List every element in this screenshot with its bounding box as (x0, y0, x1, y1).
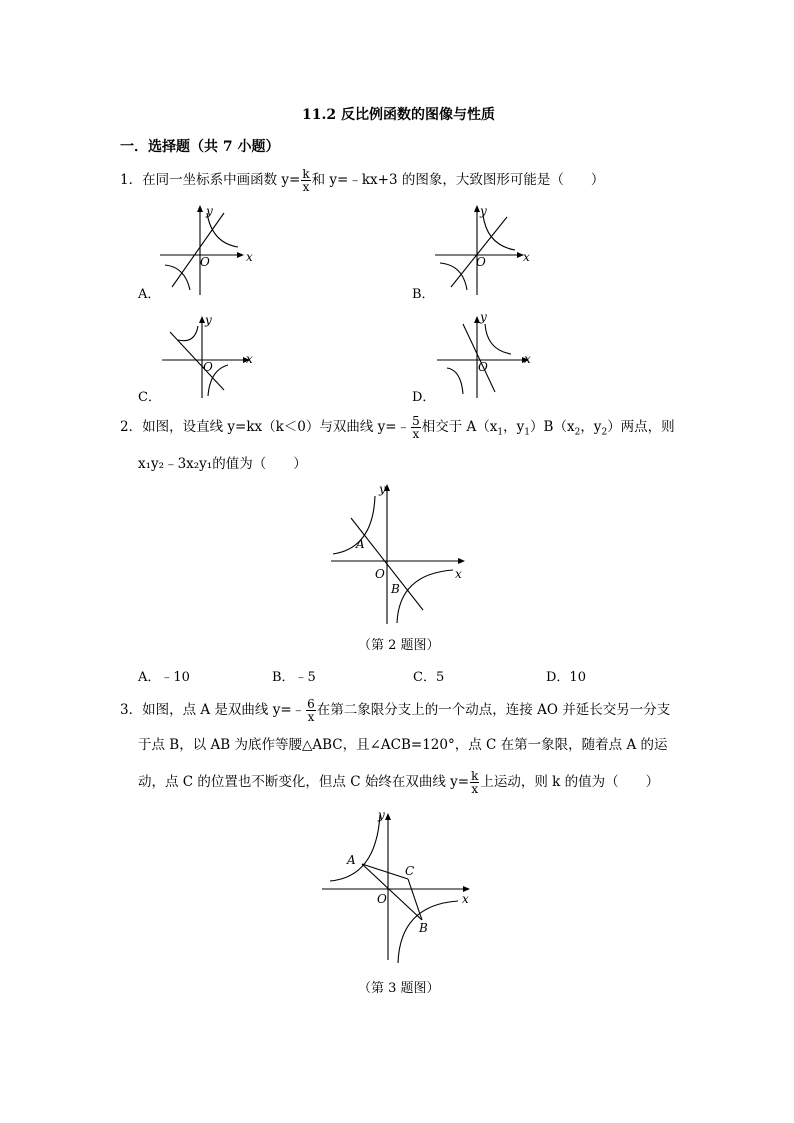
question-3-stem-line1 (120, 698, 670, 723)
q2-frac-den: x (412, 427, 420, 441)
question-1-stem (120, 168, 604, 193)
q1c-origin-label: O (203, 360, 213, 374)
q1a-x-label: x (246, 250, 253, 264)
q3-point-a-label: A (347, 853, 356, 867)
q3-caption: （第 3 题图） (358, 981, 440, 996)
q1d-origin-label: O (478, 360, 488, 374)
q1-text-b: 和 y=﹣kx+3 的图象，大致图形可能是（ ） (311, 172, 605, 188)
section-heading: 一．选择题（共 7 小题） (120, 139, 280, 155)
q1-option-a[interactable]: A． (138, 287, 161, 302)
q3-frac2-den: x (471, 782, 479, 796)
q2-choice-c[interactable]: C．5 (413, 670, 445, 685)
q2-text-d: ）B（x (530, 419, 575, 435)
q1-option-d[interactable]: D． (412, 390, 436, 405)
q2-text-a: 2．如图，设直线 y=kx（k＜0）与双曲线 y=﹣ (120, 419, 411, 435)
q1-frac-num: k (302, 167, 310, 181)
q2-choice-d[interactable]: D．10 (546, 670, 586, 685)
q3-frac2-num: k (471, 769, 479, 783)
question-3-stem-line2: 于点 B，以 AB 为底作等腰△ABC，且∠ACB=120°，点 C 在第一象限，随着点 A 的运 (138, 737, 668, 753)
q2-point-a-label: A (356, 537, 365, 551)
q3-origin-label: O (377, 892, 387, 906)
q1c-x-label: x (246, 352, 253, 366)
q2-point-b-label: B (391, 582, 400, 596)
q2-caption: （第 2 题图） (358, 638, 440, 653)
q1-text-a: 1．在同一坐标系中画函数 y= (120, 172, 301, 188)
q3-fraction (306, 698, 316, 723)
q3-frac-num: 6 (307, 697, 315, 711)
question-3-stem-line3 (138, 770, 659, 795)
q3-text-d: 上运动，则 k 的值为（ ） (480, 774, 660, 790)
q3-fraction-2 (470, 770, 479, 795)
q1-option-c[interactable]: C． (138, 390, 161, 405)
q2-text-b: 相交于 A（x (421, 419, 498, 435)
q1-option-b[interactable]: B． (412, 287, 435, 302)
q3-text-a: 3．如图，点 A 是双曲线 y=﹣ (120, 702, 306, 718)
q1b-origin-label: O (476, 255, 486, 269)
question-2-stem-line2: x₁y₂﹣3x₂y₁的值为（ ） (138, 456, 307, 472)
q2-figure (325, 478, 475, 628)
q2-choice-b[interactable]: B．﹣5 (272, 670, 316, 685)
q3-text-c: 动，点 C 的位置也不断变化，但点 C 始终在双曲线 y= (138, 774, 470, 790)
q2-text-e: ，y (580, 419, 602, 435)
q1-frac-den: x (302, 180, 310, 194)
q2-frac-num: 5 (412, 414, 420, 428)
q1a-y-label: y (206, 204, 213, 218)
q1d-y-label: y (480, 310, 487, 324)
q3-x-label: x (462, 892, 469, 906)
q2-text-f: ）两点，则 (607, 419, 675, 435)
q2-y-label: y (379, 482, 386, 496)
q1a-origin-label: O (200, 255, 210, 269)
q1d-x-label: x (524, 352, 531, 366)
q2-text-c: ，y (503, 419, 525, 435)
q1c-y-label: y (205, 313, 212, 327)
q1b-x-label: x (523, 250, 530, 264)
q2-choice-a[interactable]: A．﹣10 (138, 670, 190, 685)
q1b-y-label: y (480, 204, 487, 218)
q2-fraction (411, 415, 421, 440)
q3-figure (318, 805, 478, 965)
q3-text-b: 在第二象限分支上的一个动点，连接 AO 并延长交另一分支 (316, 702, 671, 718)
q3-point-b-label: B (419, 921, 428, 935)
q2-origin-label: O (375, 567, 385, 581)
question-2-stem-line1: 2．如图，设直线 y=kx（k＜0）与双曲线 y=﹣ $\frac{5}{x}$ 相交于 $A(x_1$，$y_1)B(x_2$，$y_2$）两点，则 (120, 414, 675, 441)
q3-frac-den: x (307, 710, 315, 724)
q3-point-c-label: C (405, 864, 415, 878)
page-title: 11.2 反比例函数的图像与性质 (302, 107, 495, 123)
q3-y-label: y (378, 808, 385, 822)
q2-x-label: x (455, 567, 462, 581)
q1-fraction (301, 168, 310, 193)
